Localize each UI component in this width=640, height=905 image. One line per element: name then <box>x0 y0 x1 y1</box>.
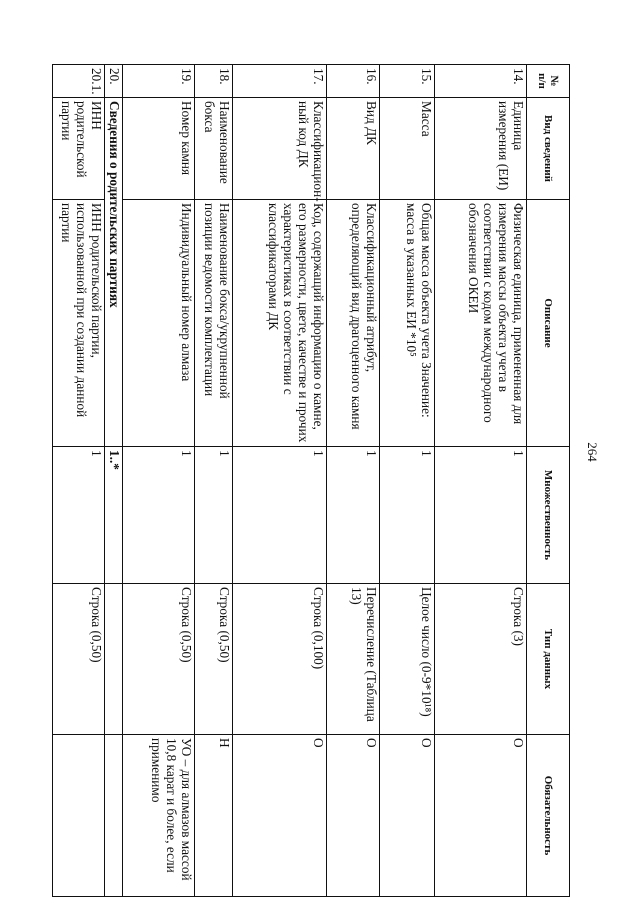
cell-num: 16. <box>327 65 380 98</box>
cell-description: Код, содержащий информацию о камне, его размерности, цвете, качестве и прочих характеристиках в соответствии с классификаторами ДК <box>233 200 327 447</box>
cell-data-type: Целое число (0-9*10¹⁸) <box>380 584 435 735</box>
cell-description: Классификационный атрибут, определяющий вид драгоценного камня <box>327 200 380 447</box>
cell-obligation <box>53 735 105 897</box>
header-obligation: Обязательность <box>527 735 570 897</box>
cell-multiplicity: 1 <box>380 447 435 584</box>
section-empty-cell <box>105 735 123 897</box>
cell-obligation: О <box>327 735 380 897</box>
data-table <box>52 64 570 897</box>
header-multiplicity: Множественность <box>527 447 570 584</box>
cell-multiplicity: 1 <box>435 447 527 584</box>
section-row <box>105 65 123 897</box>
cell-num: 14. <box>435 65 527 98</box>
table-header-row <box>527 65 570 897</box>
section-multiplicity: 1..* <box>105 447 123 584</box>
cell-description: Физическая единица, примененная для измерения массы объекта учета в соответствии с кодом международного обозначения ОКЕИ <box>435 200 527 447</box>
cell-description: Общая масса объекта учета Значение: масса в указанных ЕИ *10⁵ <box>380 200 435 447</box>
cell-obligation: О <box>435 735 527 897</box>
section-num: 20. <box>105 65 123 98</box>
table-row <box>233 65 327 897</box>
header-data-type: Тип данных <box>527 584 570 735</box>
table-row <box>327 65 380 897</box>
cell-num: 18. <box>195 65 233 98</box>
cell-kind: Наименование бокса <box>195 98 233 200</box>
table-row <box>195 65 233 897</box>
table-row <box>123 65 195 897</box>
cell-kind: Классификацион-ный код ДК <box>233 98 327 200</box>
cell-kind: Номер камня <box>123 98 195 200</box>
cell-data-type: Строка (0,50) <box>123 584 195 735</box>
cell-data-type: Строка (3) <box>435 584 527 735</box>
cell-description: Наименование бокса/укрупненной позиции ведомости комплектации <box>195 200 233 447</box>
cell-kind: ИНН родительской партии <box>53 98 105 200</box>
cell-kind: Масса <box>380 98 435 200</box>
header-num: № п/п <box>527 65 570 98</box>
table-row <box>435 65 527 897</box>
header-kind: Вид сведений <box>527 98 570 200</box>
cell-num: 20.1. <box>53 65 105 98</box>
cell-obligation: О <box>233 735 327 897</box>
cell-num: 19. <box>123 65 195 98</box>
header-description: Описание <box>527 200 570 447</box>
section-empty-cell <box>105 584 123 735</box>
cell-multiplicity: 1 <box>123 447 195 584</box>
cell-multiplicity: 1 <box>53 447 105 584</box>
cell-data-type: Строка (0,50) <box>53 584 105 735</box>
cell-description: Индивидуальный номер алмаза <box>123 200 195 447</box>
page-number: 264 <box>585 442 600 462</box>
cell-obligation: О <box>380 735 435 897</box>
cell-obligation: Н <box>195 735 233 897</box>
cell-num: 17. <box>233 65 327 98</box>
cell-multiplicity: 1 <box>327 447 380 584</box>
cell-obligation: УО – для алмазов массой 10,8 карат и более, если применимо <box>123 735 195 897</box>
cell-data-type: Строка (0,100) <box>233 584 327 735</box>
cell-data-type: Перечисление (Таблица 13) <box>327 584 380 735</box>
section-title: Сведения о родительских партиях <box>105 98 123 447</box>
cell-kind: Вид ДК <box>327 98 380 200</box>
cell-num: 15. <box>380 65 435 98</box>
cell-description: ИНН родительской партии, использованной при создании данной партии <box>53 200 105 447</box>
cell-kind: Единица измерения (ЕИ) <box>435 98 527 200</box>
rotated-page-content <box>59 64 570 881</box>
cell-data-type: Строка (0,50) <box>195 584 233 735</box>
cell-multiplicity: 1 <box>195 447 233 584</box>
cell-multiplicity: 1 <box>233 447 327 584</box>
table-row <box>380 65 435 897</box>
table-row <box>53 65 105 897</box>
